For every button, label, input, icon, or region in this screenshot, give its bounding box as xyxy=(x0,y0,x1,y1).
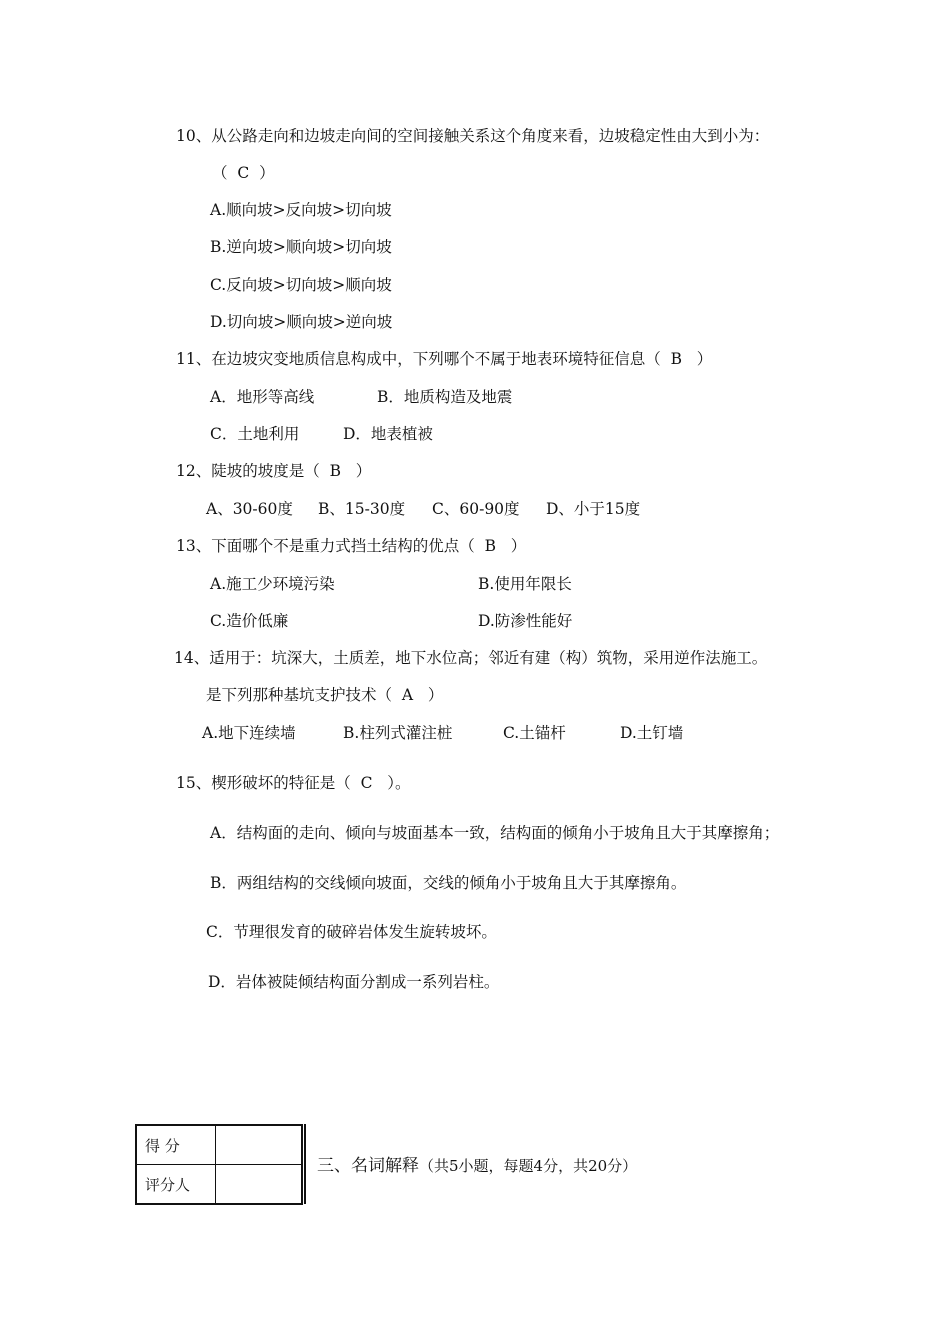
question-15-option-c: C．节理很发育的破碎岩体发生旋转坡坏。 xyxy=(206,923,497,941)
question-12-option-d: D、小于15度 xyxy=(546,500,641,518)
question-11-option-b: B．地质构造及地震 xyxy=(377,388,513,406)
question-10-option-d: D.切向坡>顺向坡>逆向坡 xyxy=(210,313,393,331)
question-15-option-b: B．两组结构的交线倾向坡面，交线的倾角小于坡角且大于其摩擦角。 xyxy=(210,874,687,892)
question-10-option-b: B.逆向坡>顺向坡>切向坡 xyxy=(210,238,392,256)
question-15-option-a: A．结构面的走向、倾向与坡面基本一致，结构面的倾角小于坡角且大于其摩擦角； xyxy=(210,824,780,842)
question-10-answer: （ C ） xyxy=(212,164,275,182)
score-box-divider xyxy=(304,1124,306,1204)
question-15-stem: 15、楔形破坏的特征是（ C ）。 xyxy=(176,774,411,792)
question-10-option-c: C.反向坡>切向坡>顺向坡 xyxy=(210,276,392,294)
grader-value-cell[interactable] xyxy=(216,1165,303,1205)
question-14-option-c: C.土锚杆 xyxy=(503,724,566,742)
question-14-option-d: D.土钉墙 xyxy=(620,724,684,742)
question-10-stem: 10、从公路走向和边坡走向间的空间接触关系这个角度来看，边坡稳定性由大到小为： xyxy=(176,127,770,145)
question-12-option-c: C、60-90度 xyxy=(432,500,520,518)
score-table xyxy=(135,1124,303,1205)
question-11-option-c: C．土地利用 xyxy=(210,425,300,443)
question-12-option-a: A、30-60度 xyxy=(206,500,293,518)
question-11-option-d: D．地表植被 xyxy=(343,425,433,443)
question-14-option-b: B.柱列式灌注桩 xyxy=(343,724,453,742)
question-14-stem-continued: 是下列那种基坑支护技术（ A ） xyxy=(206,686,444,704)
grader-label: 评分人 xyxy=(136,1165,216,1205)
question-13-option-a: A.施工少环境污染 xyxy=(210,575,335,593)
question-13-option-b: B.使用年限长 xyxy=(478,575,572,593)
question-13-stem: 13、下面哪个不是重力式挡土结构的优点（ B ） xyxy=(176,537,527,555)
question-13-option-c: C.造价低廉 xyxy=(210,612,289,630)
question-15-option-d: D．岩体被陡倾结构面分割成一系列岩柱。 xyxy=(208,973,500,991)
section-heading xyxy=(317,1154,637,1178)
question-11-stem: 11、在边坡灾变地质信息构成中，下列哪个不属于地表环境特征信息（ B ） xyxy=(176,350,713,368)
section-note: （共5小题，每题4分，共20分） xyxy=(419,1157,638,1175)
question-12-option-b: B、15-30度 xyxy=(318,500,406,518)
question-14-option-a: A.地下连续墙 xyxy=(202,724,296,742)
question-14-stem: 14、适用于：坑深大，土质差，地下水位高；邻近有建（构）筑物，采用逆作法施工。 xyxy=(174,649,768,667)
question-12-stem: 12、陡坡的坡度是（ B ） xyxy=(176,462,372,480)
score-label: 得 分 xyxy=(136,1125,216,1165)
question-11-option-a: A．地形等高线 xyxy=(210,388,315,406)
question-10-option-a: A.顺向坡>反向坡>切向坡 xyxy=(210,201,392,219)
section-title: 三、名词解释 xyxy=(317,1156,419,1176)
question-13-option-d: D.防渗性能好 xyxy=(478,612,573,630)
score-value-cell[interactable] xyxy=(216,1125,303,1165)
